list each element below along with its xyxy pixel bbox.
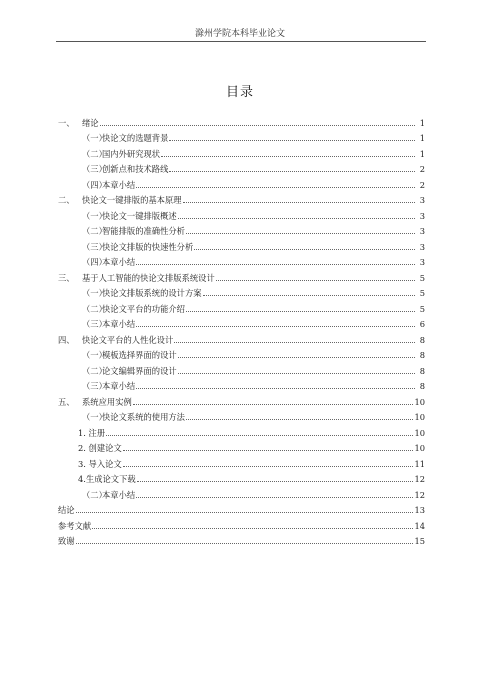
toc-entry[interactable] bbox=[58, 190, 425, 206]
toc-dot-leader bbox=[194, 249, 415, 250]
toc-entry[interactable] bbox=[58, 360, 425, 376]
toc-entry-number: 二、 bbox=[58, 195, 75, 205]
toc-entry[interactable] bbox=[58, 407, 425, 423]
toc-entry[interactable] bbox=[58, 236, 425, 252]
toc-entry-page: 1 bbox=[419, 148, 425, 159]
toc-entry[interactable] bbox=[58, 159, 425, 175]
toc-entry-title: 本章小结 bbox=[102, 179, 136, 190]
toc-dot-leader bbox=[203, 295, 415, 296]
toc-entry-number: （四） bbox=[82, 179, 107, 190]
toc-dot-leader bbox=[136, 187, 415, 188]
toc-entry-page: 3 bbox=[419, 257, 425, 267]
toc-entry[interactable] bbox=[58, 128, 425, 144]
toc-entry-title: 1. 注册 bbox=[78, 427, 106, 438]
toc-entry-page: 14 bbox=[414, 520, 425, 531]
toc-dot-leader bbox=[178, 373, 415, 374]
toc-entry-page: 2 bbox=[419, 164, 425, 174]
toc-entry-page: 11 bbox=[414, 458, 425, 469]
page-header: 滁州学院本科毕业论文 bbox=[194, 29, 285, 39]
toc-dot-leader bbox=[216, 280, 415, 281]
toc-entry-title: 快论文排版的快速性分析 bbox=[102, 241, 194, 252]
toc-entry[interactable] bbox=[58, 422, 425, 438]
toc-entry-title: 2. 创建论文 bbox=[78, 443, 122, 453]
toc-entry-title: 模板选择界面的设计 bbox=[102, 350, 177, 360]
toc-entry-number: （二） bbox=[82, 148, 107, 159]
toc-entry-page: 12 bbox=[414, 474, 425, 484]
toc-entry-page: 10 bbox=[414, 427, 425, 438]
toc-entry-page: 5 bbox=[419, 272, 425, 283]
toc-entry[interactable] bbox=[58, 252, 425, 268]
toc-entry[interactable] bbox=[58, 174, 425, 190]
toc-dot-leader bbox=[137, 481, 414, 482]
toc-dot-leader bbox=[92, 528, 413, 529]
toc-entry-number: （一） bbox=[82, 288, 107, 298]
toc-entry[interactable] bbox=[58, 453, 425, 469]
toc-entry-page: 5 bbox=[419, 303, 425, 314]
toc-entry-page: 1 bbox=[419, 133, 425, 143]
toc-dot-leader bbox=[183, 202, 415, 203]
toc-dot-leader bbox=[123, 466, 414, 467]
toc-entry-title: 本章小结 bbox=[102, 257, 136, 267]
table-of-contents bbox=[58, 112, 425, 546]
toc-entry-number: （二） bbox=[82, 303, 107, 314]
toc-dot-leader bbox=[186, 419, 413, 420]
toc-entry[interactable] bbox=[58, 391, 425, 407]
toc-entry[interactable] bbox=[58, 484, 425, 500]
toc-entry-title: 本章小结 bbox=[102, 381, 136, 391]
toc-entry[interactable] bbox=[58, 515, 425, 531]
toc-entry[interactable] bbox=[58, 143, 425, 159]
toc-entry-title: 绪论 bbox=[82, 117, 99, 128]
toc-dot-leader bbox=[169, 171, 415, 172]
toc-entry-page: 3 bbox=[419, 241, 425, 252]
toc-entry-number: （三） bbox=[82, 319, 107, 329]
toc-dot-leader bbox=[76, 512, 414, 513]
toc-entry-title: 国内外研究现状 bbox=[102, 148, 161, 159]
toc-entry-page: 15 bbox=[414, 536, 425, 546]
toc-entry-title: 快论文排版系统的设计方案 bbox=[102, 288, 202, 298]
toc-entry[interactable] bbox=[58, 376, 425, 392]
toc-entry-number: （二） bbox=[82, 226, 107, 236]
toc-entry-page: 3 bbox=[419, 226, 425, 236]
toc-entry[interactable] bbox=[58, 531, 425, 547]
toc-dot-leader bbox=[106, 435, 413, 436]
toc-entry-number: （一） bbox=[82, 412, 107, 422]
toc-entry[interactable] bbox=[58, 112, 425, 128]
toc-entry-number: （三） bbox=[82, 164, 107, 174]
toc-entry-title: 本章小结 bbox=[102, 489, 136, 500]
toc-entry-number: （一） bbox=[82, 133, 107, 143]
toc-entry-number: （二） bbox=[82, 489, 107, 500]
toc-entry-title: 致谢 bbox=[58, 536, 75, 546]
toc-entry[interactable] bbox=[58, 500, 425, 516]
toc-entry-title: 3. 导入论文 bbox=[78, 458, 122, 469]
toc-entry-page: 10 bbox=[414, 412, 425, 422]
toc-dot-leader bbox=[161, 156, 415, 157]
toc-entry[interactable] bbox=[58, 267, 425, 283]
page-title: 目录 bbox=[225, 85, 254, 100]
toc-entry-title: 快论文系统的使用方法 bbox=[102, 412, 185, 422]
toc-dot-leader bbox=[136, 388, 415, 389]
toc-entry[interactable] bbox=[58, 298, 425, 314]
toc-entry-page: 6 bbox=[419, 319, 425, 329]
toc-entry[interactable] bbox=[58, 314, 425, 330]
toc-entry-number: 三、 bbox=[58, 272, 75, 283]
toc-entry-title: 快论文一键排版的基本原理 bbox=[82, 195, 182, 205]
toc-entry-title: 快论文平台的人性化设计 bbox=[82, 334, 174, 345]
toc-entry[interactable] bbox=[58, 221, 425, 237]
toc-entry-title: 快论文平台的功能介绍 bbox=[102, 303, 185, 314]
toc-entry-page: 8 bbox=[419, 365, 425, 376]
toc-dot-leader bbox=[178, 357, 415, 358]
toc-entry-page: 1 bbox=[419, 117, 425, 128]
toc-dot-leader bbox=[169, 140, 415, 141]
toc-entry-page: 5 bbox=[419, 288, 425, 298]
toc-entry-page: 10 bbox=[414, 396, 425, 407]
toc-entry-page: 10 bbox=[414, 443, 425, 453]
toc-entry-number: （一） bbox=[82, 210, 107, 221]
toc-dot-leader bbox=[178, 218, 415, 219]
toc-entry-title: 4.生成论文下载 bbox=[78, 474, 136, 484]
toc-entry-title: 结论 bbox=[58, 505, 75, 515]
toc-entry[interactable] bbox=[58, 469, 425, 485]
toc-entry-title: 系统应用实例 bbox=[82, 396, 132, 407]
toc-entry-number: （一） bbox=[82, 350, 107, 360]
toc-dot-leader bbox=[123, 450, 414, 451]
toc-entry-page: 12 bbox=[414, 489, 425, 500]
toc-dot-leader bbox=[174, 342, 415, 343]
header-rule bbox=[56, 41, 426, 42]
toc-dot-leader bbox=[136, 326, 415, 327]
toc-entry-number: （四） bbox=[82, 257, 107, 267]
toc-entry-number: 四、 bbox=[58, 334, 75, 345]
toc-entry-title: 参考文献 bbox=[58, 520, 92, 531]
toc-entry-number: （三） bbox=[82, 241, 107, 252]
toc-entry[interactable] bbox=[58, 283, 425, 299]
toc-entry-number: 五、 bbox=[58, 396, 75, 407]
toc-dot-leader bbox=[100, 125, 415, 126]
toc-entry-title: 快论文一键排版概述 bbox=[102, 210, 177, 221]
toc-entry-title: 本章小结 bbox=[102, 319, 136, 329]
toc-entry-title: 创新点和技术路线 bbox=[102, 164, 169, 174]
toc-entry-title: 智能排版的准确性分析 bbox=[102, 226, 185, 236]
toc-entry-page: 8 bbox=[419, 334, 425, 345]
toc-entry-page: 2 bbox=[419, 179, 425, 190]
toc-dot-leader bbox=[186, 311, 415, 312]
toc-entry-title: 基于人工智能的快论文排版系统设计 bbox=[82, 272, 215, 283]
toc-dot-leader bbox=[136, 264, 415, 265]
toc-entry-page: 13 bbox=[414, 505, 425, 515]
toc-dot-leader bbox=[133, 404, 414, 405]
toc-entry-number: 一、 bbox=[58, 117, 75, 128]
toc-dot-leader bbox=[76, 543, 414, 544]
toc-entry-page: 8 bbox=[419, 381, 425, 391]
toc-entry[interactable] bbox=[58, 345, 425, 361]
toc-entry[interactable] bbox=[58, 329, 425, 345]
toc-entry[interactable] bbox=[58, 205, 425, 221]
toc-entry-page: 3 bbox=[419, 210, 425, 221]
toc-entry-title: 快论文的选题背景 bbox=[102, 133, 169, 143]
toc-dot-leader bbox=[186, 233, 415, 234]
toc-entry[interactable] bbox=[58, 438, 425, 454]
toc-dot-leader bbox=[136, 497, 413, 498]
toc-entry-title: 论文编辑界面的设计 bbox=[102, 365, 177, 376]
toc-entry-number: （二） bbox=[82, 365, 107, 376]
toc-entry-page: 3 bbox=[419, 195, 425, 205]
toc-entry-page: 8 bbox=[419, 350, 425, 360]
toc-entry-number: （三） bbox=[82, 381, 107, 391]
